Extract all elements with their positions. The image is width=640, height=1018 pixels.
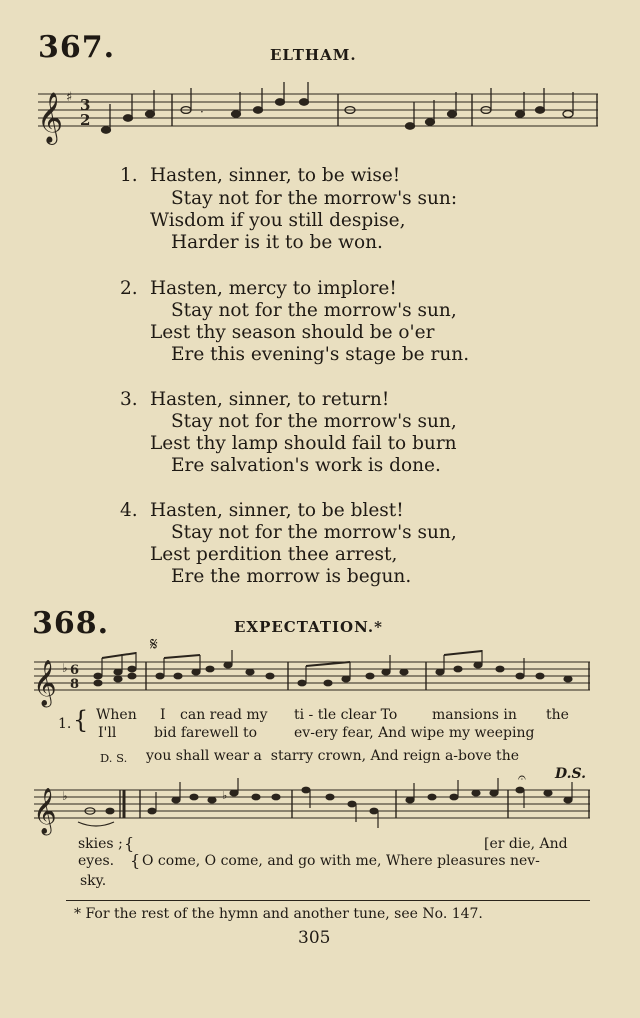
verse-line: Wisdom if you still despise,	[150, 210, 406, 231]
svg-text:♯: ♯	[66, 90, 73, 105]
verse-line: Ere the morrow is begun.	[171, 566, 412, 587]
brace-icon: {	[73, 706, 89, 734]
lyric: eyes.	[78, 853, 115, 869]
verse-number: 2.	[120, 278, 138, 299]
footnote: * For the rest of the hymn and another tune, see No. 147.	[74, 906, 483, 922]
svg-text:♭: ♭	[62, 789, 68, 803]
ds-label: D. S.	[100, 751, 128, 765]
hymn-367-title: ELTHAM.	[270, 46, 357, 64]
svg-text:𝄞: 𝄞	[33, 788, 57, 834]
lyric: skies ;	[78, 836, 123, 852]
lyric: sky.	[80, 873, 107, 889]
lyric: O come, O come, and go with me, Where pleasures nev-	[142, 853, 540, 869]
verse-line: Harder is it to be won.	[171, 232, 383, 253]
verse-number-368: 1.	[58, 716, 72, 732]
segno-mark: 𝄋	[150, 634, 158, 655]
lyric: the	[546, 707, 569, 723]
verse-line: Lest thy season should be o'er	[150, 322, 435, 343]
lyric: I'll	[98, 725, 117, 741]
verse-line: Stay not for the morrow's sun:	[171, 188, 458, 209]
verse-number: 1.	[120, 165, 138, 186]
footnote-rule	[66, 900, 590, 901]
verse-line: Stay not for the morrow's sun,	[171, 522, 457, 543]
expectation-staff-row-1	[0, 650, 640, 710]
lyric: I	[160, 707, 166, 723]
lyric: bid farewell to	[154, 725, 258, 741]
verse-line: Lest perdition thee arrest,	[150, 544, 398, 565]
svg-text:8: 8	[70, 677, 80, 692]
verse-line: Stay not for the morrow's sun,	[171, 411, 457, 432]
verse-line: Ere this evening's stage be run.	[171, 344, 470, 365]
verse-line: Ere salvation's work is done.	[171, 455, 441, 476]
ds-marker: D.S.	[555, 766, 587, 782]
lyric: ev-ery fear, And wipe my weeping	[294, 725, 535, 741]
page-number: 305	[298, 928, 331, 948]
lyric: [er die, And	[484, 836, 568, 852]
svg-text:6: 6	[70, 663, 80, 678]
fermata-icon: 𝄐	[518, 770, 526, 786]
expectation-staff-row-2	[0, 778, 640, 838]
svg-text:♭: ♭	[62, 661, 68, 675]
verse-line: Hasten, sinner, to be wise!	[150, 165, 401, 186]
hymn-368-number: 368.	[32, 606, 110, 641]
ds-lyric-line: you shall wear a starry crown, And reign a-bove the	[146, 748, 519, 764]
lyric: can read my	[180, 707, 268, 723]
lyric: ti - tle clear To	[294, 707, 398, 723]
verse-line: Hasten, sinner, to be blest!	[150, 500, 404, 521]
brace-icon: {	[130, 851, 141, 870]
verse-number: 4.	[120, 500, 138, 521]
svg-text:𝄞: 𝄞	[33, 660, 57, 706]
verse-number: 3.	[120, 389, 138, 410]
verse-line: Hasten, sinner, to return!	[150, 389, 390, 410]
hymn-368-title: EXPECTATION.*	[234, 618, 383, 636]
svg-text:♭: ♭	[222, 789, 228, 802]
lyric: mansions in	[432, 707, 517, 723]
verse-line: Hasten, mercy to implore!	[150, 278, 397, 299]
verse-line: Stay not for the morrow's sun,	[171, 300, 457, 321]
brace-icon: {	[124, 834, 135, 853]
verse-line: Lest thy lamp should fail to burn	[150, 433, 457, 454]
svg-text:3: 3	[80, 96, 91, 114]
lyric: When	[96, 707, 137, 723]
hymn-367-number: 367.	[38, 30, 116, 65]
eltham-music-staff	[0, 80, 640, 150]
svg-text:·: ·	[200, 105, 204, 119]
svg-text:2: 2	[80, 111, 91, 129]
svg-text:𝄞: 𝄞	[37, 92, 64, 143]
